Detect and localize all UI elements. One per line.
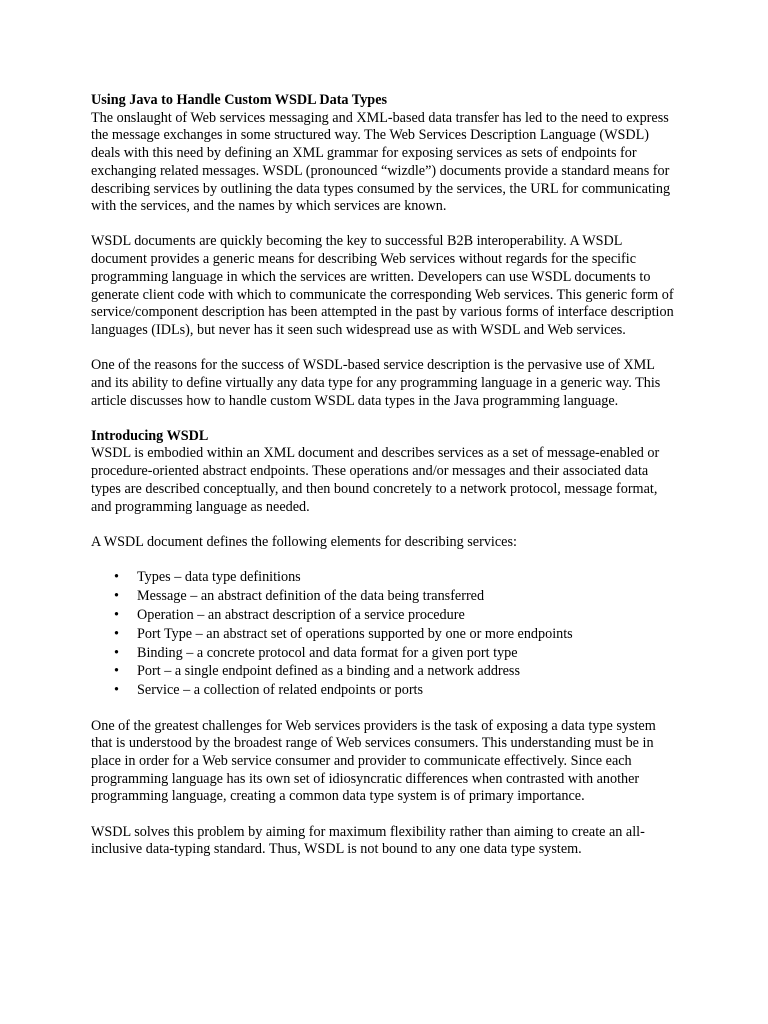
list-item-text: Message – an abstract definition of the data being transferred xyxy=(137,588,485,605)
list-item xyxy=(91,606,678,625)
elements-list xyxy=(91,568,678,700)
bullet-icon: • xyxy=(114,588,119,605)
intro-paragraph-2: WSDL documents are quickly becoming the key to successful B2B interoperability. A WSDL document provides a generic means for describing Web services without regards for the specific programming language in which the services are written. Developers can use WSDL documents to generate client code with which to communicate the corresponding Web services. This generic form of service/component description has been attempted in the past by various forms of interface description languages (IDLs), but never has it seen such widespread use as with WSDL and Web services. xyxy=(91,233,674,338)
list-item-text: Port Type – an abstract set of operations supported by one or more endpoints xyxy=(137,625,573,642)
list-item-text: Port – a single endpoint defined as a binding and a network address xyxy=(137,663,520,680)
list-item-text: Binding – a concrete protocol and data format for a given port type xyxy=(137,644,518,661)
list-intro: A WSDL document defines the following elements for describing services: xyxy=(91,533,517,550)
bullet-icon: • xyxy=(114,663,119,680)
closing-paragraph-2: WSDL solves this problem by aiming for maximum flexibility rather than aiming to create an all-inclusive data-typing standard. Thus, WSDL is not bound to any one data type system. xyxy=(91,823,645,858)
document-title: Using Java to Handle Custom WSDL Data Types xyxy=(91,92,388,108)
bullet-icon: • xyxy=(114,607,119,624)
intro-paragraph-3: One of the reasons for the success of WSDL-based service description is the pervasive use of XML and its ability to define virtually any data type for any programming language in a generic way. This article discusses how to handle custom WSDL data types in the Java programming language. xyxy=(91,357,661,409)
bullet-icon: • xyxy=(114,625,119,642)
bullet-icon: • xyxy=(114,644,119,661)
section-heading: Introducing WSDL xyxy=(91,427,209,444)
list-item xyxy=(91,625,678,644)
list-item-text: Service – a collection of related endpoints or ports xyxy=(137,682,424,699)
closing-paragraph-1: One of the greatest challenges for Web services providers is the task of exposing a data type system that is understood by the broadest range of Web services consumers. This understanding must be in place in order for a Web service consumer and provider to communicate effectively. Since each programming language has its own set of idiosyncratic differences when contrasted with another programming language, creating a common data type system is of primary importance. xyxy=(91,717,656,805)
list-item xyxy=(91,662,678,681)
list-item-text: Types – data type definitions xyxy=(137,569,301,586)
list-item xyxy=(91,587,678,606)
list-item xyxy=(91,681,678,700)
list-item xyxy=(91,644,678,663)
section-paragraph: WSDL is embodied within an XML document and describes services as a set of message-enabled or procedure-oriented abstract endpoints. These operations and/or messages and their associated data types are described conceptually, and then bound concretely to a network protocol, message format, and programming language as needed. xyxy=(91,445,660,515)
intro-paragraph-1: The onslaught of Web services messaging and XML-based data transfer has led to the need to express the message exchanges in some structured way. The Web Services Description Language (WSDL) deals with this need by defining an XML grammar for exposing services as sets of endpoints for exchanging related messages. WSDL (pronounced “wizdle”) documents provide a standard means for describing services by outlining the data types consumed by the services, the URL for communicating with the services, and the names by which services are known. xyxy=(91,109,671,215)
bullet-icon: • xyxy=(114,569,119,586)
bullet-icon: • xyxy=(114,682,119,699)
list-item-text: Operation – an abstract description of a service procedure xyxy=(137,607,465,624)
list-item xyxy=(91,568,678,587)
